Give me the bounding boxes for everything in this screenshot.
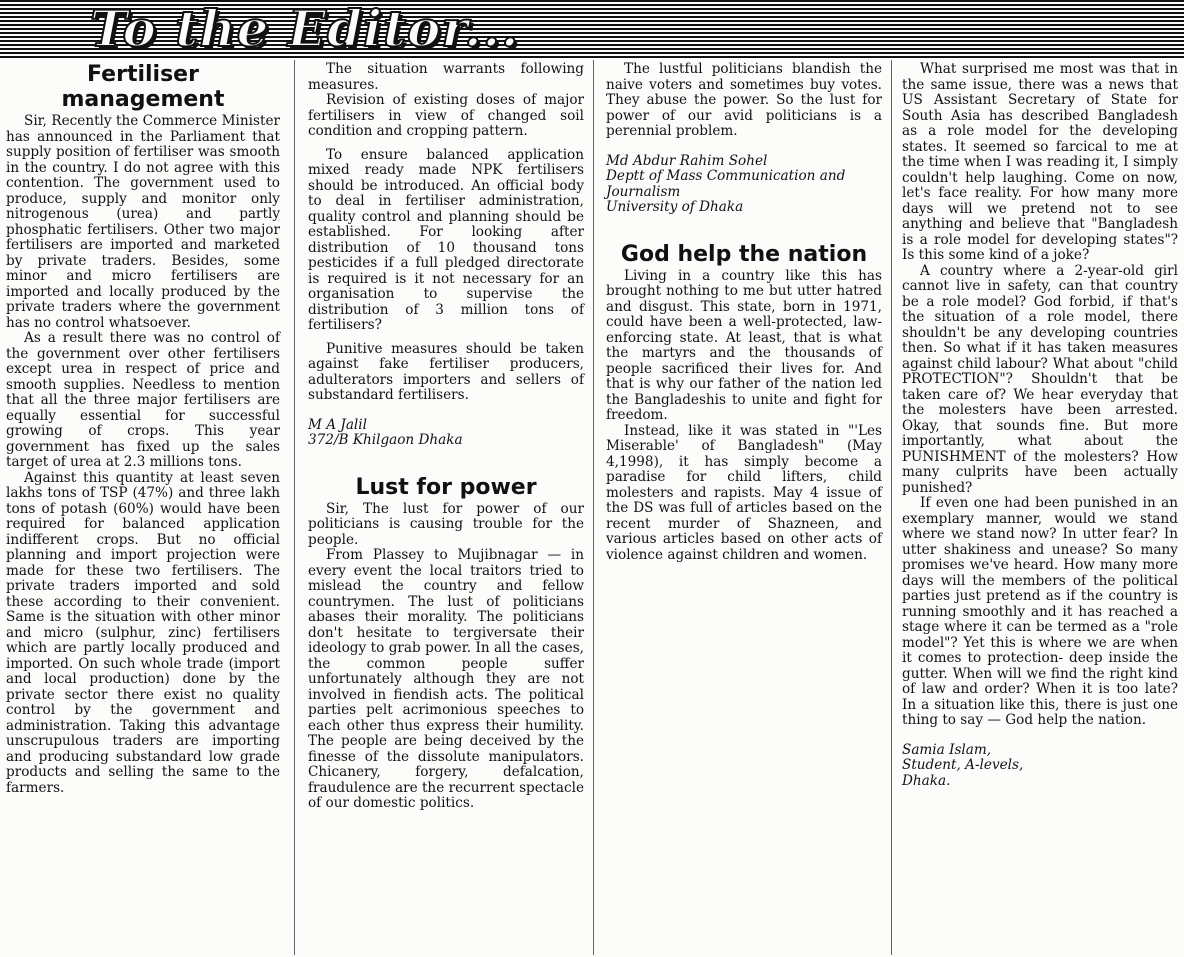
letter-paragraph: Revision of existing doses of major fertilisers in view of changed soil condition and cropping pattern. xyxy=(308,92,584,139)
signature-affiliation: Deptt of Mass Communication and Journalism xyxy=(606,168,846,200)
letter-paragraph: The situation warrants following measures. xyxy=(308,62,584,93)
letter-paragraph: A country where a 2-year-old girl cannot live in safety, can that country be a role model? God forbid, if that's the situation of a role model, there shouldn't be any developing countries then. So what if it has taken measures against child labour? What about "child PROTECTION"? Shouldn't that be taken care of? We hear everyday that the molesters have been arrested. Okay, that sounds fine. But more importantly, what about the PUNISHMENT of the molesters? How many culprits have been actually punished? xyxy=(902,262,1178,496)
masthead-band xyxy=(0,0,1184,58)
letter-paragraph: Sir, Recently the Commerce Minister has announced in the Parliament that supply position of fertiliser was smooth in the country. I do not agree with this contention. The government used to produce, supply and monitor only nitrogenous (urea) and partly phosphatic fertilisers. Other two major fertilisers are imported and marketed by private traders. Besides, some minor and micro fertilisers are imported and locally produced by the private traders where the government has no control whatsoever. xyxy=(6,113,280,331)
letter-paragraph: To ensure balanced application mixed ready made NPK fertilisers should be introduced. An official body to deal in fertiliser administration, quality control and planning should be established. For looking after distribution of 10 thousand tons pesticides if a full pledged directorate is required is it not necessary for an organisation to supervise the distribution of 3 million tons of fertilisers? xyxy=(308,146,584,333)
letter-paragraph: Living in a country like this has brought nothing to me but utter hatred and disgust. This state, born in 1971, could have been a well-protected, law-enforcing state. At least, that is what the martyrs and the thousands of people sacrificed their lives for. And that is why our father of the nation led the Bangladeshis to unite and fight for freedom. xyxy=(606,267,882,423)
letter-paragraph: The lustful politicians blandish the naive voters and sometimes buy votes. They abuse the power. So the lust for power of our avid politicians is a perennial problem. xyxy=(606,62,882,139)
signature-address: 372/B Khilgaon Dhaka xyxy=(308,432,463,448)
letter-paragraph: As a result there was no control of the government over other fertilisers except urea in respect of price and smooth supplies. Needless to mention that all the three major fertilisers are equally essential for successful growing of crops. This year government has fixed up the sales target of urea at 2.3 millions tons. xyxy=(6,330,280,470)
column-2 xyxy=(300,62,590,954)
letter-headline-fertiliser: Fertiliser management xyxy=(61,62,225,112)
letter-headline-lust: Lust for power xyxy=(355,474,537,500)
column-4 xyxy=(896,62,1184,954)
signature-city: Dhaka. xyxy=(902,772,951,789)
masthead-title: To the Editor... xyxy=(90,0,520,58)
letter-paragraph: What surprised me most was that in the same issue, there was a news that US Assistant Secretary of State for South Asia has described Bangladesh as a role model for the developing states. It seemed so farcical to me at the time when I was reading it, I simply couldn't help laughing. Come on now, let's face reality. For how many more days will we pretend not to see anything and believe that "Bangladesh is a role model for developing states"? Is this some kind of a joke? xyxy=(902,62,1178,263)
signature-block xyxy=(902,743,1178,790)
letter-headline-god: God help the nation xyxy=(620,241,868,267)
signature-block xyxy=(308,418,584,449)
letter-paragraph: Against this quantity at least seven lakhs tons of TSP (47%) and three lakh tons of potash (60%) would have been required for balanced application indifferent crops. But no official planning and import projection were made for these two fertilisers. The private traders imported and sold these according to their convenient. Same is the situation with other minor and micro (sulphur, zinc) fertilisers which are partly locally produced and imported. On such whole trade (import and local production) done by the private sector there exist no quality control by the government and administration. Taking this advantage unscrupulous traders are importing and producing substandard low grade products and selling the same to the farmers. xyxy=(6,469,280,796)
column-divider xyxy=(294,60,295,955)
column-3 xyxy=(598,62,888,954)
letter-paragraph: Sir, The lust for power of our politicians is causing trouble for the people. xyxy=(308,500,584,548)
signature-name: M A Jalil xyxy=(308,416,367,433)
signature-name: Md Abdur Rahim Sohel xyxy=(606,152,768,169)
signature-name: Samia Islam, xyxy=(902,741,992,758)
letter-paragraph: From Plassey to Mujibnagar — in every event the local traitors tried to mislead the country and fellow countrymen. The lust of politicians abases their morality. The politicians don't hesitate to tergiversate their ideology to grab power. In all the cases, the common people suffer unfortunately although they are not involved in fiendish acts. The political parties pelt acrimonious speeches to each other thus express their humility. The people are being deceived by the finesse of the dissolute manipulators. Chicanery, forgery, defalcation, fraudulence are the recurrent spectacle of our domestic politics. xyxy=(308,547,584,811)
letter-paragraph: Instead, like it was stated in "'Les Miserable' of Bangladesh" (May 4,1998), it has simply become a paradise for child lifters, child molesters and rapists. May 4 issue of the DS was full of articles based on the recent murder of Shazneen, and various articles based on other acts of violence against children and women. xyxy=(606,422,882,563)
letter-paragraph: If even one had been punished in an exemplary manner, would we stand where we stand now? In utter fear? In utter shakiness and unease? So many promises we've heard. How many more days will the members of the political parties just pretend as if the country is running smoothly and it has reached a stage where it can be termed as a "role model"? Yet this is where we are when it comes to protection- deep inside the gutter. When will we find the right kind of law and order? When it is too late? In a situation like this, there is just one thing to say — God help the nation. xyxy=(902,495,1178,728)
signature-affiliation: Student, A-levels, xyxy=(902,757,1024,773)
signature-institution: University of Dhaka xyxy=(606,199,744,215)
column-divider xyxy=(891,60,892,955)
signature-block xyxy=(606,154,882,216)
column-divider xyxy=(593,60,594,955)
column-1 xyxy=(0,62,288,954)
letter-paragraph: Punitive measures should be taken against fake fertiliser producers, adulterators importers and sellers of substandard fertilisers. xyxy=(308,340,584,403)
